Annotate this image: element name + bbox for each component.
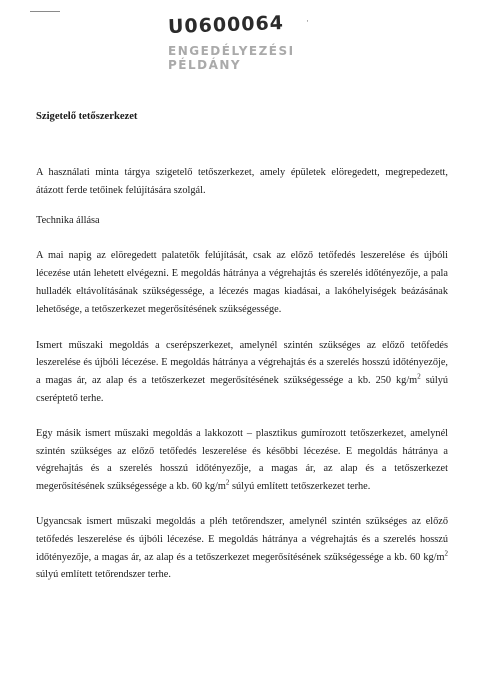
paragraph-sheet-metal-roof (36, 513, 448, 584)
handwritten-document-id: U0600064 (167, 11, 285, 39)
paragraph-tail: súlyú említett tetőszerkezet terhe. (229, 481, 371, 493)
document-body (36, 110, 448, 584)
document-title: Szigetelő tetőszerkezet (36, 111, 138, 122)
paragraph-tail: súlyú cseréptető terhe. (36, 375, 449, 404)
paragraph-text: Egy másik ismert műszaki megoldás a lakkozott – plasztikus gumírozott tetőszerkezet, amelynél szintén szükséges az előző tetőfedés leszerelése és későbbi lécezése. E megoldás hátránya a végrehajtás és a szerelés hosszú időtényezője, a magas ár, az alap és a tetőszerkezet megerősítésének szükségessége a kb. 60 kg/m (36, 427, 448, 493)
corner-rule-mark (30, 11, 60, 12)
approval-stamp-line2: PÉLDÁNY (168, 58, 242, 72)
superscript: 2 (444, 549, 448, 558)
corner-dot: · (306, 16, 309, 26)
section-heading: Technika állása (36, 214, 100, 226)
paragraph-tail: súlyú említett tetőrendszer terhe. (36, 569, 171, 581)
paragraph-text: Ismert műszaki megoldás a cserépszerkezet, amelynél szintén szükséges az előző tetőfedés leszerelése és újbóli lécezése. E megoldás hátránya a végrehajtás és a szerelés hosszú időtényezője, a magas ár, az alap és a tetőszerkezet megerősítésének szükségessége a kb. 250 kg/m (36, 339, 448, 387)
paragraph-text: Ugyancsak ismert műszaki megoldás a pléh tetőrendszer, amelynél szintén szükséges az előző tetőfedés leszerelése és újbóli lécezése. E megoldás hátránya a végrehajtás és a szerelés hosszú időtényezője, a magas ár, az alap és a tetőszerkezet megerősítésének szükségessége a kb. 60 kg/m (36, 515, 448, 563)
superscript: 2 (225, 478, 230, 487)
intro-paragraph: A használati minta tárgya szigetelő tetőszerkezet, amely épületek elöregedett, megrepedezett, átázott ferde tetőinek felújítására szolgál. (36, 167, 448, 196)
superscript: 2 (417, 372, 421, 381)
approval-stamp-line1: ENGEDÉLYEZÉSI (168, 44, 295, 58)
paragraph-tile-roof (36, 337, 448, 408)
paragraph-lacquered-roof (36, 425, 448, 496)
paragraph-slate-roof: A mai napig az elöregedett palatetők felújítását, csak az előző tetőfedés leszerelése és újbóli lécezése után lehetett elvégezni. E megoldás hátránya a végrehajtás és szerelés időtényezője, a pala hulladék eltávolításának szükségessége, a lécezés magas kiadásai, a lakóhelyiségek beázásának lehetősége, a tetőszerkezet megerősítésének szükségessége. (36, 250, 448, 315)
